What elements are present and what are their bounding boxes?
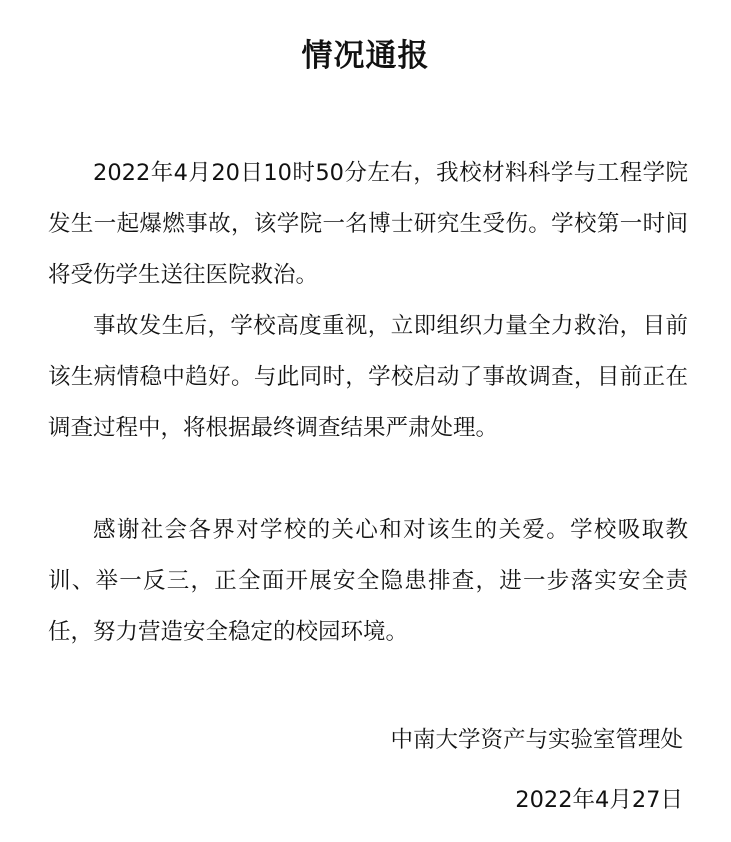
page-title: 情况通报 (301, 38, 430, 74)
paragraph-incident: 2022年4月20日10时50分左右，我校材料科学与工程学院发生一起爆燃事故，该学院一名博士研究生受伤。学校第一时间将受伤学生送往医院救治。 (48, 160, 688, 288)
paragraph-response: 事故发生后，学校高度重视，立即组织力量全力救治，目前该生病情稳中趋好。与此同时，学校启动了事故调查，目前正在调查过程中，将根据最终调查结果严肃处理。 (48, 313, 688, 441)
issue-date: 2022年4月27日 (515, 787, 683, 813)
paragraph-thanks: 感谢社会各界对学校的关心和对该生的关爱。学校吸取教训、举一反三，正全面开展安全隐患排查，进一步落实安全责任，努力营造安全稳定的校园环境。 (48, 517, 688, 645)
issuer-signature: 中南大学资产与实验室管理处 (390, 727, 683, 753)
